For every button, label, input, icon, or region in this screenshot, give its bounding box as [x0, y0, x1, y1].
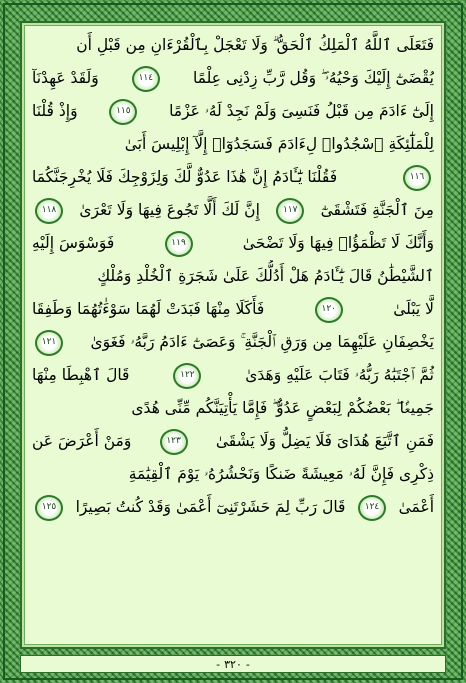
verse-line [32, 227, 434, 260]
verse-text: ثُمَّ ٱجْتَبَٰهُ رَبُّهُۥ فَتَابَ عَلَيْهِ وَهَدَىٰ [245, 366, 434, 384]
verse-text: يُقْضَىٰٓ إِلَيْكَ وَحْيُهُۥ ۖ وَقُل رَّبِّ زِدْنِى عِلْمًا [192, 69, 434, 87]
verse-line [32, 260, 434, 293]
ayah-number-marker: ١٢٤ [358, 495, 386, 521]
verse-text: وَأَنَّكَ لَا تَظْمَؤُا۟ فِيهَا وَلَا تَضْحَىٰ [242, 234, 434, 252]
page-number-bar: - ٣٢٠ - [20, 655, 446, 673]
verse-text: جَمِيعًۢا ۖ بَعْضُكُمْ لِبَعْضٍ عَدُوٌّ ۖ فَإِمَّا يَأْتِيَنَّكُم مِّنِّى هُدًى [131, 399, 434, 417]
verse-text: فَأَكَلَا مِنْهَا فَبَدَتْ لَهُمَا سَوْءَٰتُهُمَا وَطَفِقَا [32, 300, 265, 318]
ayah-number-marker: ١١٤ [132, 66, 160, 92]
verse-line [32, 161, 434, 194]
ayah-number-marker: ١٢٠ [315, 297, 343, 323]
verse-text: وَإِذْ قُلْنَا [32, 102, 78, 120]
verse-text: فَوَسْوَسَ إِلَيْهِ [32, 234, 115, 252]
ayah-number-marker: ١١٧ [276, 198, 304, 224]
verse-line [32, 359, 434, 392]
verse-text: قَالَ ٱهْبِطَا مِنْهَا [32, 366, 130, 384]
verse-text: إِلَىٰٓ ءَادَمَ مِن قَبْلُ فَنَسِىَ وَلَمْ نَجِدْ لَهُۥ عَزْمًا [169, 102, 434, 120]
verse-line [32, 194, 434, 227]
verse-text: وَمَنْ أَعْرَضَ عَن [32, 432, 132, 450]
verse-text: يَخْصِفَانِ عَلَيْهِمَا مِن وَرَقِ ٱلْجَنَّةِ ۚ وَعَصَىٰٓ ءَادَمُ رَبَّهُۥ فَغَوَىٰ [90, 333, 434, 351]
verse-text: فَقُلْنَا يَٰٓـَٔادَمُ إِنَّ هَٰذَا عَدُوٌّ لَّكَ وَلِزَوْجِكَ فَلَا يُخْرِجَنَّكُمَا [32, 168, 338, 186]
verse-text: قَالَ رَبِّ لِمَ حَشَرْتَنِىٓ أَعْمَىٰ وَقَدْ كُنتُ بَصِيرًا [75, 498, 346, 516]
verse-line [32, 293, 434, 326]
verse-text: ذِكْرِى فَإِنَّ لَهُۥ مَعِيشَةً ضَنكًا وَنَحْشُرُهُۥ يَوْمَ ٱلْقِيَٰمَةِ [128, 465, 434, 483]
verse-text: لَّا يَبْلَىٰ [393, 300, 434, 318]
verse-text: وَلَقَدْ عَهِدْنَآ [32, 69, 99, 87]
verse-line [32, 392, 434, 425]
verse-line [32, 62, 434, 95]
verse-line [32, 29, 434, 62]
verse-text: لِلْمَلَٰٓئِكَةِ ٱسْجُدُوا۟ لِءَادَمَ فَسَجَدُوٓا۟ إِلَّآ إِبْلِيسَ أَبَىٰ [124, 135, 434, 153]
verse-text: فَتَعَلَى ٱللَّهُ ٱلْمَلِكُ ٱلْحَقُّ ۗ وَلَا تَعْجَلْ بِٱلْقُرْءَانِ مِن قَبْلِ أَن [76, 36, 434, 54]
verse-text: أَعْمَىٰ [398, 498, 434, 516]
ayah-number-marker: ١٢٥ [35, 495, 63, 521]
verse-text: مِنَ ٱلْجَنَّةِ فَتَشْقَىٰٓ [320, 201, 434, 219]
ayah-number-marker: ١١٩ [165, 231, 193, 257]
verse-text: فَمَنِ ٱتَّبَعَ هُدَاىَ فَلَا يَضِلُّ وَلَا يَشْقَىٰ [215, 432, 434, 450]
verse-line [32, 95, 434, 128]
ayah-number-marker: ١٢١ [35, 330, 63, 356]
ayah-number-marker: ١٢٢ [173, 363, 201, 389]
verse-line [32, 425, 434, 458]
verse-text: ٱلشَّيْطَٰنُ قَالَ يَٰٓـَٔادَمُ هَلْ أَدُلُّكَ عَلَىٰ شَجَرَةِ ٱلْخُلْدِ وَمُلْكٍ [97, 267, 434, 285]
page-number: ٣٢٠ [224, 657, 242, 671]
ayah-number-marker: ١٢٣ [160, 429, 188, 455]
verse-line [32, 491, 434, 524]
ayah-number-marker: ١١٥ [109, 99, 137, 125]
verse-text: إِنَّ لَكَ أَلَّا تَجُوعَ فِيهَا وَلَا تَعْرَىٰ [79, 201, 260, 219]
ayah-number-marker: ١١٦ [403, 165, 431, 191]
quran-text-panel [20, 21, 446, 649]
verse-line [32, 128, 434, 161]
verse-line [32, 326, 434, 359]
ayah-number-marker: ١١٨ [35, 198, 63, 224]
verse-line [32, 458, 434, 491]
